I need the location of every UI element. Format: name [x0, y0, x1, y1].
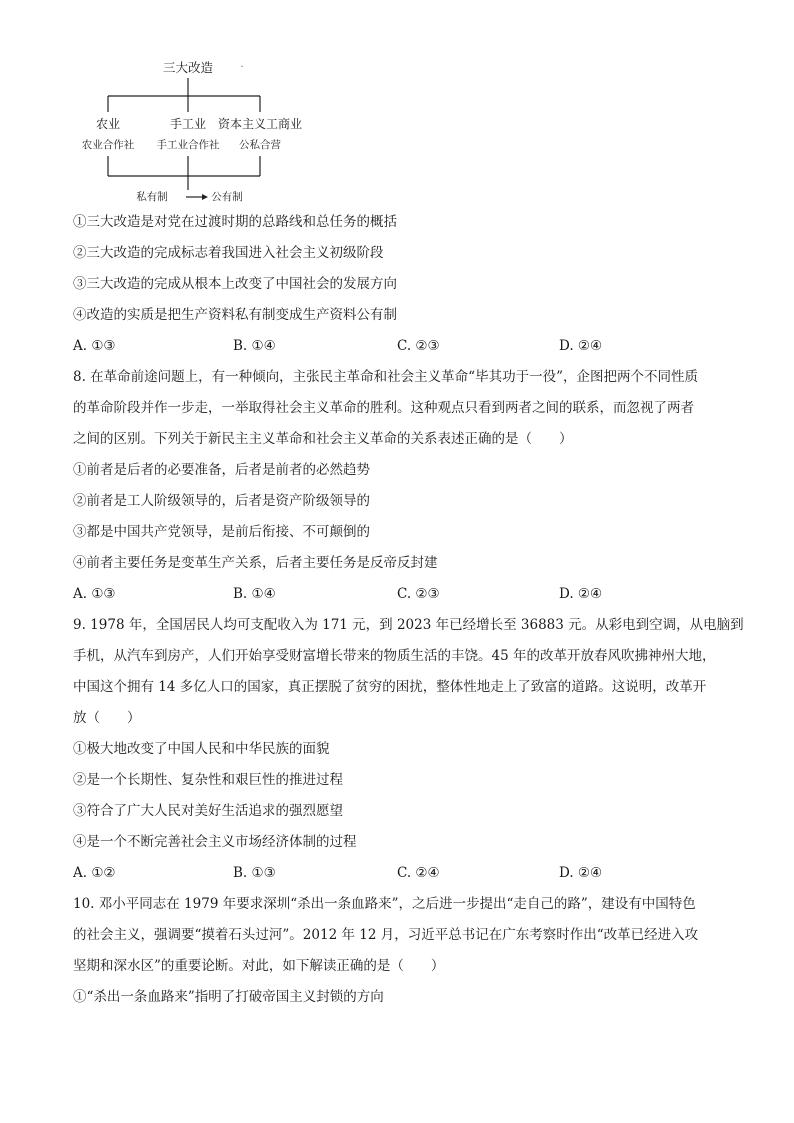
- q8-stem: [73, 367, 733, 460]
- q10-stem-line-3: 坚期和深水区”的重要论断。对此，如下解读正确的是（ ）: [73, 958, 445, 974]
- q7-option-b: B. ①④: [233, 338, 276, 354]
- q8-statement-2: ②前者是工人阶级领导的，后者是资产阶级领导的: [73, 493, 370, 509]
- q9-stem-line-4: 放（ ）: [73, 710, 141, 726]
- q9-stem-line-1: 9. 1978 年，全国居民人均可支配收入为 171 元，到 2023 年已经增长至 36883 元。从彩电到空调，从电脑到: [73, 617, 744, 633]
- result-capitalist-industry: 公私合营: [239, 139, 281, 151]
- q7-statement-3: ③三大改造的完成从根本上改变了中国社会的发展方向: [73, 276, 397, 292]
- q8-stem-line-2: 的革命阶段并作一步走，一举取得社会主义革命的胜利。这种观点只看到两者之间的联系，而忽视了两者: [73, 400, 694, 416]
- q10-stem: [73, 894, 733, 987]
- q9-statements: [73, 739, 733, 863]
- q7-statement-1: ①三大改造是对党在过渡时期的总路线和总任务的概括: [73, 214, 397, 230]
- q8-stem-line-3: 之间的区别。下列关于新民主主义革命和社会主义革命的关系表述正确的是（ ）: [73, 431, 573, 447]
- reform-diagram: [60, 50, 350, 210]
- q10-stem-line-1: 10. 邓小平同志在 1979 年要求深圳“杀出一条血路来”，之后进一步提出“走自己的路”，建设有中国特色: [73, 896, 696, 912]
- from-private: 私有制: [136, 191, 168, 203]
- q8-stem-line-1: 8. 在革命前途问题上，有一种倾向，主张民主革命和社会主义革命“毕其功于一役”，企图把两个不同性质: [73, 369, 698, 385]
- q9-statement-4: ④是一个不断完善社会主义市场经济体制的过程: [73, 834, 357, 850]
- q9-options: [73, 863, 733, 894]
- q7-options: [73, 336, 733, 367]
- q8-statement-1: ①前者是后者的必要准备，后者是前者的必然趋势: [73, 462, 370, 478]
- question-content: [73, 212, 744, 1018]
- q9-statement-3: ③符合了广大人民对美好生活追求的强烈愿望: [73, 803, 343, 819]
- q10-statement-1: ①“杀出一条血路来”指明了打破帝国主义封锁的方向: [73, 989, 384, 1005]
- q9-statement-2: ②是一个长期性、复杂性和艰巨性的推进过程: [73, 772, 343, 788]
- q10-statements: [73, 987, 733, 1018]
- result-handicraft: 手工业合作社: [156, 139, 220, 151]
- branch-capitalist-industry: 资本主义工商业: [217, 117, 303, 131]
- result-agriculture: 农业合作社: [81, 139, 135, 151]
- q8-option-a: A. ①③: [73, 586, 116, 602]
- q8-statements: [73, 460, 733, 584]
- q7-statement-4: ④改造的实质是把生产资料私有制变成生产资料公有制: [73, 307, 397, 323]
- branch-handicraft: 手工业: [169, 117, 207, 131]
- q9-option-a: A. ①②: [73, 865, 116, 881]
- to-public: 公有制: [211, 191, 243, 203]
- q8-option-b: B. ①④: [233, 586, 276, 602]
- q7-option-c: C. ②③: [397, 338, 440, 354]
- q9-option-c: C. ②④: [397, 865, 440, 881]
- q7-statements: [73, 212, 733, 336]
- q9-option-d: D. ②④: [559, 865, 603, 881]
- q8-option-c: C. ②③: [397, 586, 440, 602]
- q8-statement-4: ④前者主要任务是变革生产关系，后者主要任务是反帝反封建: [73, 555, 438, 571]
- q10-stem-line-2: 的社会主义，强调要“摸着石头过河”。2012 年 12 月，习近平总书记在广东考察时作出“改革已经进入攻: [73, 927, 699, 943]
- branch-agriculture: 农业: [95, 117, 121, 131]
- q9-statement-1: ①极大地改变了中国人民和中华民族的面貌: [73, 741, 330, 757]
- q8-option-d: D. ②④: [559, 586, 603, 602]
- q7-option-d: D. ②④: [559, 338, 603, 354]
- q8-options: [73, 584, 733, 615]
- q7-option-a: A. ①③: [73, 338, 116, 354]
- q9-stem-line-3: 中国这个拥有 14 多亿人口的国家，真正摆脱了贫穷的困扰，整体性地走上了致富的道路。这说明，改革开: [73, 679, 707, 695]
- diagram-title: 三大改造: [162, 60, 214, 75]
- q9-stem: [73, 615, 744, 739]
- q7-statement-2: ②三大改造的完成标志着我国进入社会主义初级阶段: [73, 245, 384, 261]
- diagram-mark: ·: [240, 61, 244, 73]
- q9-option-b: B. ①③: [233, 865, 276, 881]
- q8-statement-3: ③都是中国共产党领导，是前后衔接、不可颠倒的: [73, 524, 370, 540]
- q9-stem-line-2: 手机，从汽车到房产，人们开始享受财富增长带来的物质生活的丰饶。45 年的改革开放春风吹拂神州大地，: [73, 648, 716, 664]
